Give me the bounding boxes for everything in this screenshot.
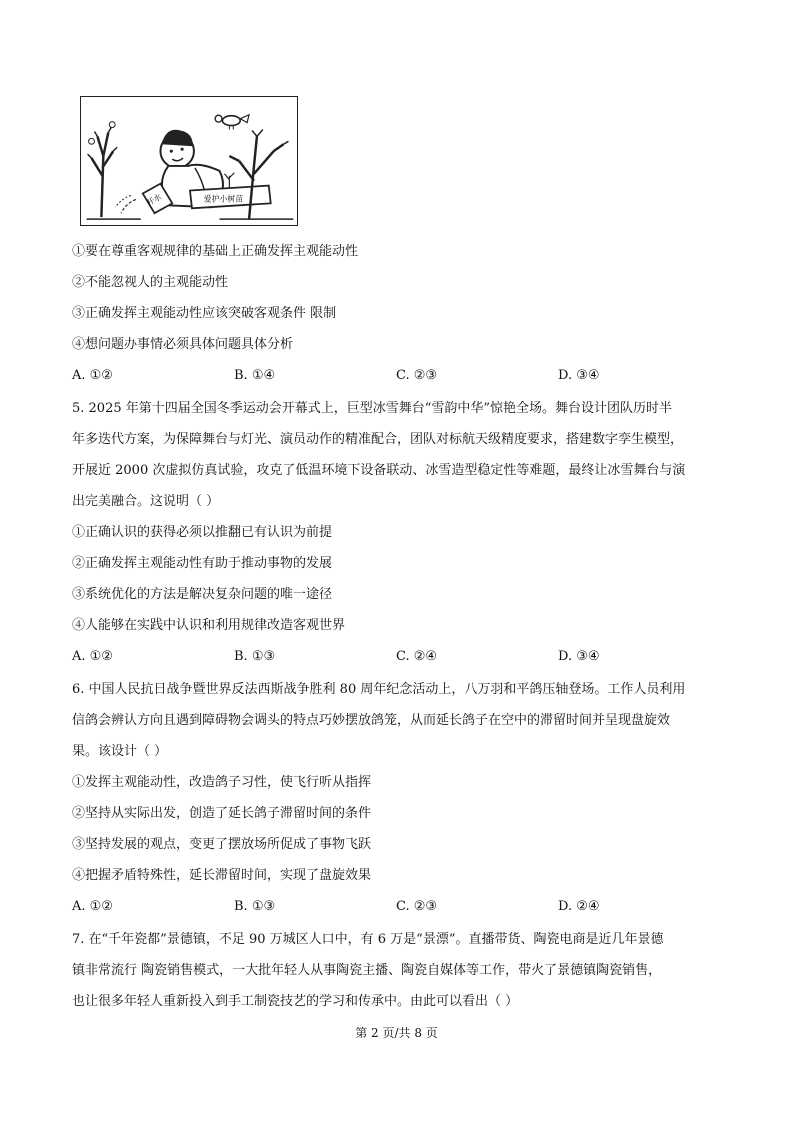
q5-stem-line-2: 年多迭代方案，为保障舞台与灯光、演员动作的精准配合，团队对标航天级精度要求，搭建数字孪生模型， — [72, 432, 684, 447]
q5-option-b[interactable]: B. ①③ — [234, 649, 276, 664]
q4-options — [72, 368, 722, 386]
q5-option-c[interactable]: C. ②④ — [396, 649, 438, 664]
q5-item-2: ②正确发挥主观能动性有助于推动事物的发展 — [72, 556, 333, 571]
q6-item-3: ③坚持发展的观点，变更了摆放场所促成了事物飞跃 — [72, 837, 372, 852]
q6-stem-line-1: 6. 中国人民抗日战争暨世界反法西斯战争胜利 80 周年纪念活动上，八万羽和平鸽压轴登场。工作人员利用 — [72, 682, 686, 697]
q6-options — [72, 899, 722, 917]
q4-item-2: ②不能忽视人的主观能动性 — [72, 275, 229, 290]
q6-option-b[interactable]: B. ①③ — [234, 899, 276, 914]
q5-item-3: ③系统优化的方法是解决复杂问题的唯一途径 — [72, 587, 333, 602]
q4-option-c[interactable]: C. ②③ — [396, 368, 438, 383]
q5-stem-line-3: 开展近 2000 次虚拟仿真试验，攻克了低温环境下设备联动、冰雪造型稳定性等难题，最终让冰雪舞台与演 — [72, 463, 686, 478]
q7-stem-line-2: 镇非常流行 陶瓷销售模式，一大批年轻人从事陶瓷主播、陶瓷自媒体等工作，带火了景德镇陶瓷销售， — [72, 963, 662, 978]
cartoon-drawing — [81, 97, 297, 225]
q7-stem-line-1: 7. 在“千年瓷都”景德镇，不足 90 万城区人口中，有 6 万是“景漂”。直播带货、陶瓷电商是近几年景德 — [72, 932, 664, 947]
q4-item-1: ①要在尊重客观规律的基础上正确发挥主观能动性 — [72, 244, 359, 259]
q6-item-4: ④把握矛盾特殊性，延长滞留时间，实现了盘旋效果 — [72, 868, 372, 883]
cartoon-illustration — [80, 96, 298, 226]
q6-item-2: ②坚持从实际出发，创造了延长鸽子滞留时间的条件 — [72, 806, 372, 821]
q6-option-d[interactable]: D. ②④ — [558, 899, 600, 914]
q5-options — [72, 649, 722, 667]
q5-option-d[interactable]: D. ③④ — [558, 649, 600, 664]
q6-item-1: ①发挥主观能动性，改造鸽子习性，使飞行听从指挥 — [72, 775, 372, 790]
q4-option-b[interactable]: B. ①④ — [234, 368, 276, 383]
kettle-label: 开水 — [144, 192, 164, 208]
q4-item-3: ③正确发挥主观能动性应该突破客观条件 限制 — [72, 306, 337, 321]
q5-stem-line-4: 出完美融合。这说明（ ） — [72, 494, 220, 509]
q6-stem-line-2: 信鸽会辨认方向且遇到障碍物会调头的特点巧妙摆放鸽笼，从而延长鸽子在空中的滞留时间并呈现盘旋效 — [72, 713, 671, 728]
q5-stem-line-1: 5. 2025 年第十四届全国冬季运动会开幕式上，巨型冰雪舞台“雪韵中华”惊艳全场。舞台设计团队历时半 — [72, 401, 673, 416]
sign-label: 爱护小树苗 — [203, 194, 244, 204]
q6-stem-line-3: 果。该设计（ ） — [72, 744, 168, 759]
q5-option-a[interactable]: A. ①② — [72, 649, 113, 664]
q4-item-4: ④想问题办事情必须具体问题具体分析 — [72, 337, 294, 352]
q5-item-1: ①正确认识的获得必须以推翻已有认识为前提 — [72, 525, 333, 540]
q5-item-4: ④人能够在实践中认识和利用规律改造客观世界 — [72, 618, 346, 633]
q7-stem-line-3: 也让很多年轻人重新投入到手工制瓷技艺的学习和传承中。由此可以看出（ ） — [72, 994, 519, 1009]
page-footer: 第 2 页/共 8 页 — [355, 1026, 438, 1040]
q4-option-a[interactable]: A. ①② — [72, 368, 113, 383]
q6-option-c[interactable]: C. ②③ — [396, 899, 438, 914]
q6-option-a[interactable]: A. ①② — [72, 899, 113, 914]
q4-option-d[interactable]: D. ③④ — [558, 368, 600, 383]
